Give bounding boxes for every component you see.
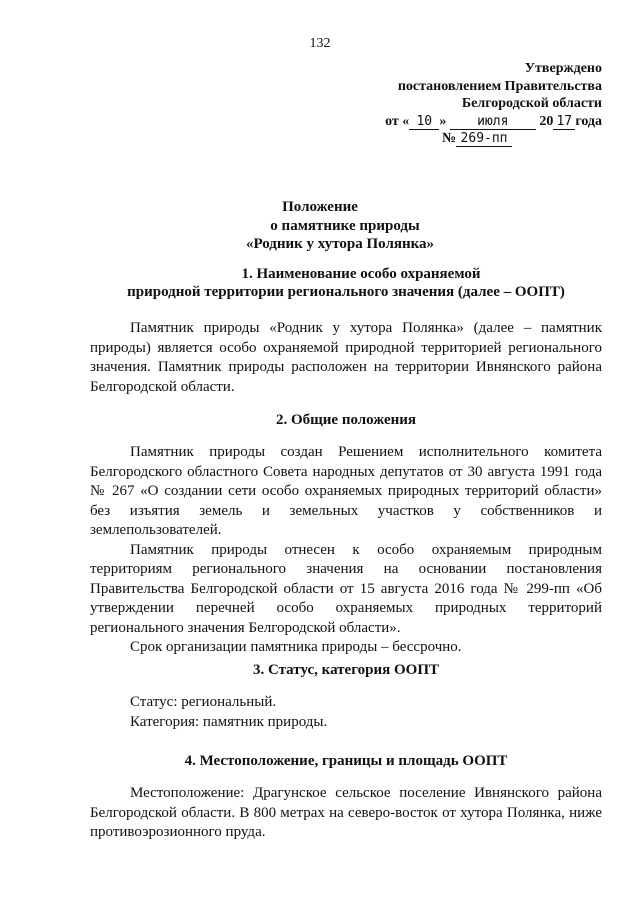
approval-number-line bbox=[352, 130, 602, 148]
year-word: года bbox=[575, 113, 602, 129]
section-4-body bbox=[90, 784, 602, 843]
section-3-heading bbox=[90, 661, 602, 679]
section-4-heading bbox=[90, 752, 602, 770]
number-prefix: № bbox=[441, 131, 457, 146]
date-mid: » bbox=[439, 113, 447, 129]
section-3-heading-line-1: 3. Статус, категория ООПТ bbox=[252, 662, 439, 678]
section-2-paragraph-1: Памятник природы создан Решением исполнительного комитета Белгородского областного Совета народных депутатов от 30 августа 1991 года № 267 «О создании сети особо охраняемых природных территорий области» без изъятия земель и земельных участков у собственников и землепользователей. bbox=[90, 444, 602, 538]
section-3-status: Статус: региональный. bbox=[130, 694, 277, 710]
date-day: 10 bbox=[409, 115, 439, 130]
resolution-number: 269-пп bbox=[456, 132, 512, 147]
section-2-heading bbox=[90, 411, 602, 429]
approval-date-line bbox=[352, 113, 602, 131]
section-4-heading-line-1: 4. Местоположение, границы и площадь ООПТ bbox=[184, 753, 508, 769]
section-1-heading-line-2: природной территории регионального значения (далее – ООПТ) bbox=[127, 284, 565, 300]
title-line-regulation: Положение bbox=[282, 199, 358, 215]
year-prefix: 20 bbox=[539, 113, 554, 129]
page-number: 132 bbox=[309, 36, 331, 51]
section-2-body bbox=[90, 443, 602, 658]
section-2-paragraph-3: Срок организации памятника природы – бессрочно. bbox=[130, 639, 462, 655]
year-suffix: 17 bbox=[553, 115, 575, 130]
approval-line-approved: Утверждено bbox=[524, 61, 602, 76]
date-month: июля bbox=[450, 115, 536, 130]
section-1-heading-line-1: 1. Наименование особо охраняемой bbox=[241, 266, 481, 282]
section-3-category: Категория: памятник природы. bbox=[130, 713, 328, 730]
section-2-heading-line-1: 2. Общие положения bbox=[275, 412, 417, 428]
title-line-name: «Родник у хутора Полянка» bbox=[245, 236, 435, 252]
section-1-body bbox=[90, 319, 602, 397]
approval-stamp bbox=[352, 60, 602, 148]
section-3-body bbox=[90, 693, 602, 732]
approval-line-region: Белгородской области bbox=[461, 96, 602, 111]
date-prefix: от « bbox=[385, 113, 410, 129]
approval-line-resolution: постановлением Правительства bbox=[397, 78, 602, 94]
document-title bbox=[0, 198, 640, 254]
section-1-paragraph-1: Памятник природы «Родник у хутора Полянка» (далее – памятник природы) является особо охраняемой природной территорией регионального значения. Памятник природы расположен на территории Ивнянского района Белгородской области. bbox=[90, 320, 602, 395]
section-2-paragraph-2: Памятник природы отнесен к особо охраняемым природным территориям регионального значения на основании постановления Правительства Белгородской области от 15 августа 2016 года № 299-пп «Об утверждении перечней особо охраняемых природных территорий регионального значения Белгородской области». bbox=[90, 541, 602, 636]
section-4-paragraph-1: Местоположение: Драгунское сельское поселение Ивнянского района Белгородской области. В 800 метрах на северо-восток от хутора Полянка, ниже противоэрозионного пруда. bbox=[90, 785, 602, 840]
title-line-subject: о памятнике природы bbox=[270, 217, 420, 234]
section-1-heading bbox=[90, 265, 602, 301]
